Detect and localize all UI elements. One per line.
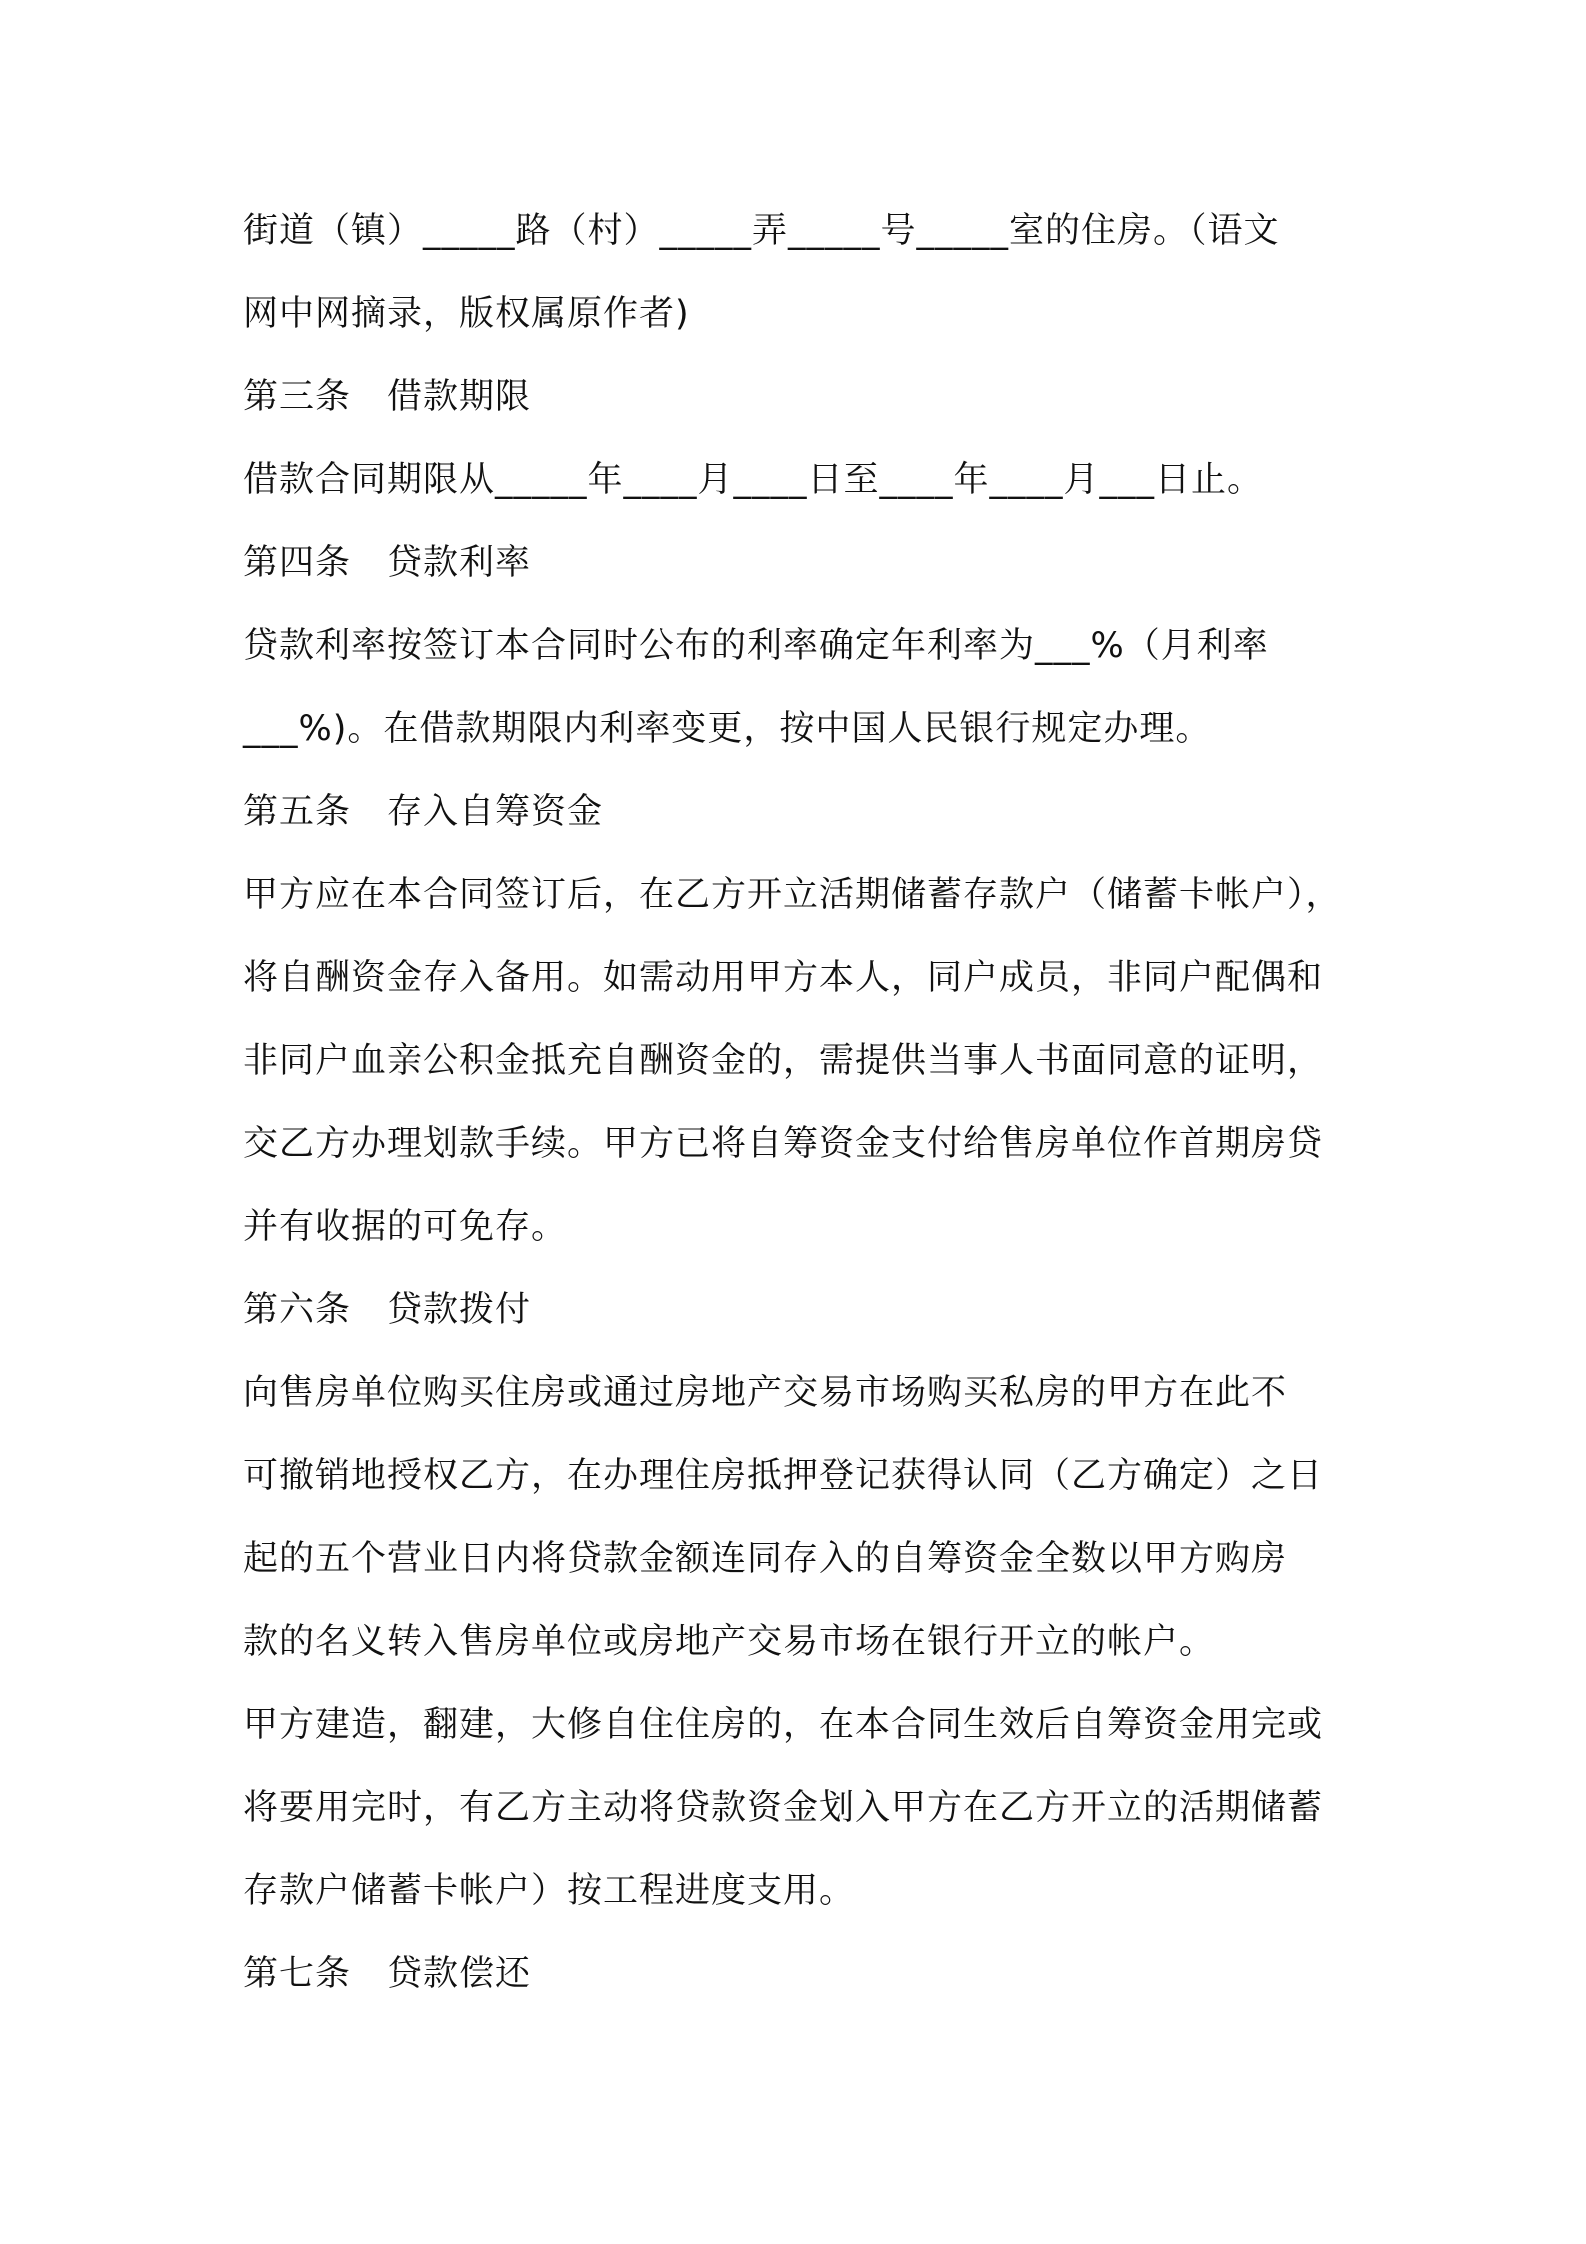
- text-line-deposit-2: 将自酬资金存入备用。如需动用甲方本人，同户成员，非同户配偶和: [243, 958, 1324, 998]
- text-line-loan-term: 借款合同期限从_____年____月____日至____年____月___日止。: [243, 460, 1264, 500]
- heading-article-6: 第六条 贷款拨付: [243, 1290, 532, 1330]
- text-line-interest-1: 贷款利率按签订本合同时公布的利率确定年利率为___%（月利率: [243, 626, 1269, 666]
- text-line-construction-3: 存款户储蓄卡帐户）按工程进度支用。: [243, 1871, 856, 1911]
- text-line-construction-2: 将要用完时，有乙方主动将贷款资金划入甲方在乙方开立的活期储蓄: [243, 1788, 1324, 1828]
- text-line-deposit-3: 非同户血亲公积金抵充自酬资金的，需提供当事人书面同意的证明，: [243, 1041, 1324, 1081]
- text-line-disbursement-4: 款的名义转入售房单位或房地产交易市场在银行开立的帐户。: [243, 1622, 1216, 1662]
- text-line-deposit-4: 交乙方办理划款手续。甲方已将自筹资金支付给售房单位作首期房贷: [243, 1124, 1324, 1164]
- text-line-disbursement-1: 向售房单位购买住房或通过房地产交易市场购买私房的甲方在此不: [243, 1373, 1288, 1413]
- heading-article-3: 第三条 借款期限: [243, 377, 532, 417]
- text-line-address: 街道（镇）_____路（村）_____弄_____号_____室的住房。（语文: [243, 211, 1280, 251]
- text-line-disbursement-2: 可撤销地授权乙方，在办理住房抵押登记获得认同（乙方确定）之日: [243, 1456, 1324, 1496]
- heading-article-5: 第五条 存入自筹资金: [243, 792, 604, 832]
- text-line-deposit-5: 并有收据的可免存。: [243, 1207, 568, 1247]
- text-line-interest-2: ___%)。在借款期限内利率变更，按中国人民银行规定办理。: [243, 709, 1212, 749]
- text-line-deposit-1: 甲方应在本合同签订后，在乙方开立活期储蓄存款户（储蓄卡帐户），: [243, 875, 1342, 915]
- heading-article-7: 第七条 贷款偿还: [243, 1954, 532, 1994]
- text-line-copyright: 网中网摘录，版权属原作者): [243, 294, 690, 334]
- text-line-disbursement-3: 起的五个营业日内将贷款金额连同存入的自筹资金全数以甲方购房: [243, 1539, 1288, 1579]
- text-line-construction-1: 甲方建造，翻建，大修自住住房的，在本合同生效后自筹资金用完或: [243, 1705, 1324, 1745]
- heading-article-4: 第四条 贷款利率: [243, 543, 532, 583]
